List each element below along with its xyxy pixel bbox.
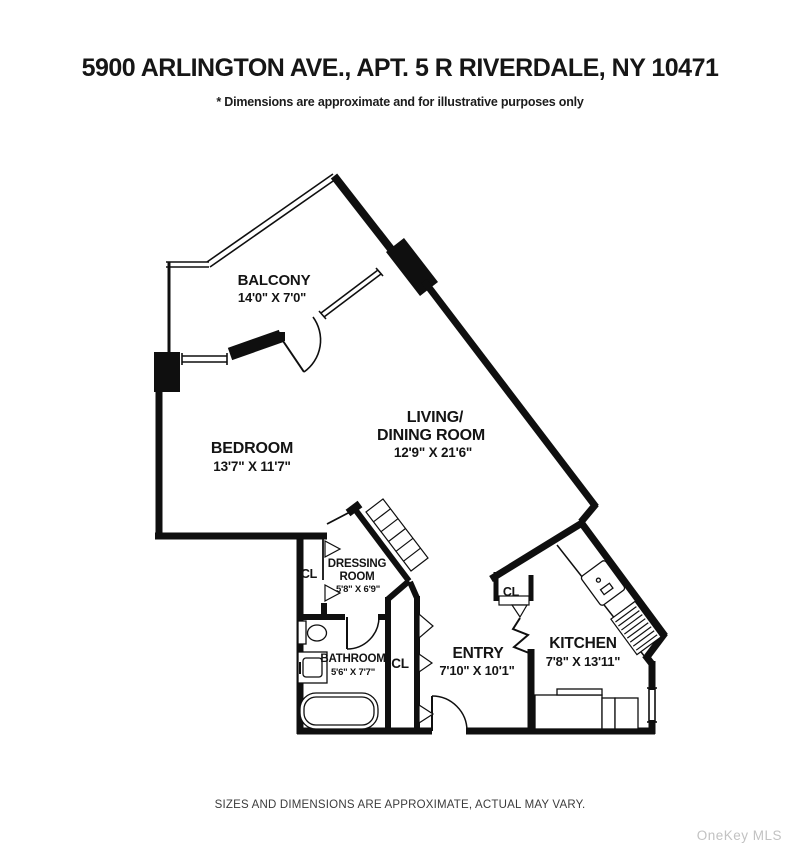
footer-disclaimer: SIZES AND DIMENSIONS ARE APPROXIMATE, ACTUAL MAY VARY.	[214, 799, 586, 811]
bathroom-dims: 5'6" X 7'7"	[330, 667, 376, 678]
wall-block-corner	[154, 352, 180, 392]
entry-door	[432, 696, 467, 731]
living-room-dims: 12'9" X 21'6"	[393, 445, 473, 460]
balcony-railing	[166, 174, 336, 356]
kitchen-sink-fixture	[580, 560, 625, 607]
bathroom-label: BATHROOM	[320, 653, 386, 665]
bathtub-fixture	[300, 693, 378, 729]
entry-label: ENTRY	[452, 645, 504, 662]
bedroom-window	[182, 353, 227, 365]
balcony-dims: 14'0" X 7'0"	[237, 290, 307, 305]
living-room-label-line2: DINING ROOM	[376, 427, 486, 444]
kitchen-dims: 7'8" X 13'11"	[545, 654, 621, 669]
kitchen-counters	[535, 689, 638, 729]
bedroom-dims: 13'7" X 11'7"	[213, 459, 291, 474]
page-title: 5900 ARLINGTON AVE., APT. 5 R RIVERDALE, NY 10471	[81, 54, 719, 82]
closet-middle-doors	[419, 614, 433, 723]
entry-dims: 7'10" X 10'1"	[439, 663, 515, 678]
balcony-label: BALCONY	[237, 272, 311, 289]
dressing-room-dims: 5'8" X 6'9"	[335, 584, 381, 595]
closet-left-label: CL	[300, 567, 318, 581]
bedroom-label: BEDROOM	[210, 440, 294, 457]
balcony-door	[276, 317, 321, 372]
closet-middle-label: CL	[391, 656, 409, 671]
closet-kitchen-label: CL	[502, 585, 520, 599]
living-room-label-line1: LIVING/	[406, 409, 464, 426]
kitchen-label: KITCHEN	[549, 635, 617, 652]
toilet-fixture	[298, 621, 327, 644]
bathroom-door	[347, 617, 379, 649]
onekey-mls-watermark: OneKey MLS	[696, 828, 782, 843]
sliding-glass-door	[319, 268, 383, 319]
dressing-room-label-line2: ROOM	[339, 571, 375, 583]
dimensions-disclaimer: * Dimensions are approximate and for illustrative purposes only	[216, 95, 584, 109]
kitchen-window	[647, 688, 657, 722]
dressing-door	[327, 512, 350, 524]
wall-wedge	[230, 336, 281, 354]
closet-kitchen-doors	[499, 596, 529, 653]
dressing-room-label-line1: DRESSING	[327, 558, 387, 570]
